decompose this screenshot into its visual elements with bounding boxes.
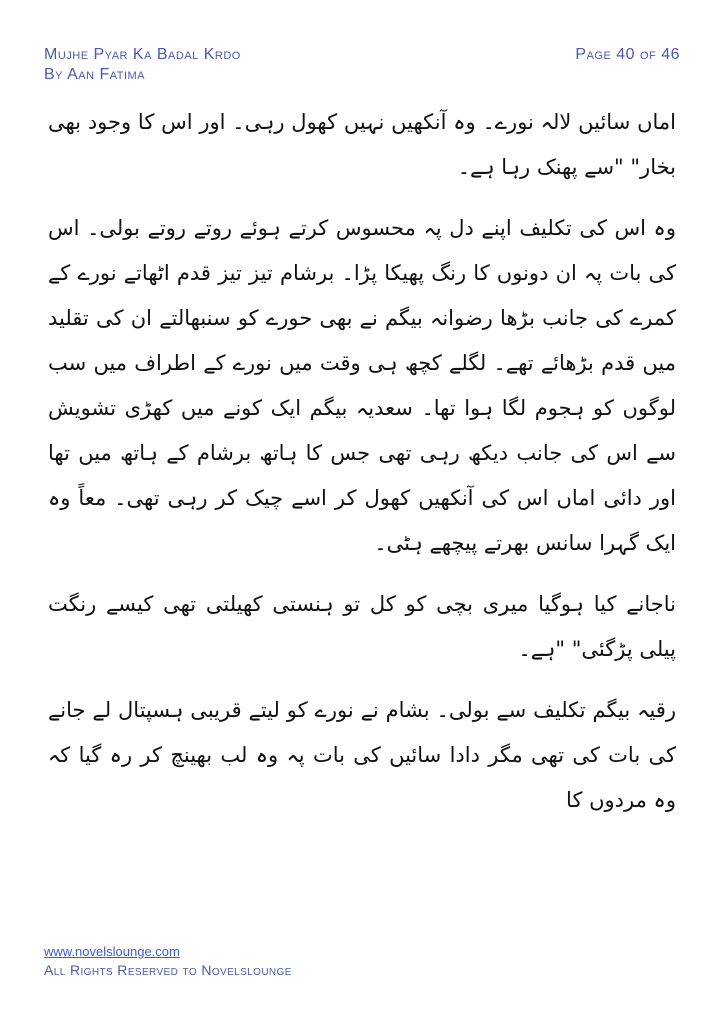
story-text (48, 100, 676, 839)
paragraph-1: اماں سائیں لالہ نورے۔ وہ آنکھیں نہیں کھول رہی۔ اور اس کا وجود بھی بخار" "سے پھنک رہا ہے۔ (48, 110, 676, 179)
paragraph-2: وہ اس کی تکلیف اپنے دل پہ محسوس کرتے ہوئے روتے روتے بولی۔ اس کی بات پہ ان دونوں کا رنگ پھیکا پڑا۔ برشام تیز تیز قدم اٹھاتے نورے کے کمرے کی جانب بڑھا رضوانہ بیگم نے بھی حورے کو سنبھالتے ان کی تقلید میں قدم بڑھائے تھے۔ لگلے کچھ ہی وقت میں نورے کے اطراف میں سب لوگوں کو ہجوم لگا ہوا تھا۔ سعدیہ بیگم ایک کونے میں کھڑی تشویش سے اس کی جانب دیکھ رہی تھی جس کا ہاتھ برشام کے ہاتھ میں تھا اور دائی اماں اس کی آنکھیں کھول کر اسے چیک کر رہی تھی۔ معاً وہ ایک گہرا سانس بھرتے پیچھے ہٹی۔ (48, 216, 676, 555)
novel-title: Mujhe Pyar Ka Badal Krdo (44, 46, 241, 63)
author-name: By Aan Fatima (44, 66, 146, 83)
rights-notice: All Rights Reserved to Novelslounge (44, 962, 292, 978)
page-number: Page 40 of 46 (575, 46, 680, 63)
website-link[interactable]: www.novelslounge.com (44, 944, 180, 959)
paragraph-4: رقیہ بیگم تکلیف سے بولی۔ بشام نے نورے کو لیتے قریبی ہسپتال لے جانے کی بات کی تھی مگر دادا سائیں کی بات پہ وہ لب بھینچ کر رہ گیا کہ وہ مردوں کا (48, 698, 676, 812)
paragraph-3: ناجانے کیا ہوگیا میری بچی کو کل تو ہنستی کھیلتی تھی کیسے رنگت پیلی پڑگئی" "ہے۔ (48, 592, 676, 661)
